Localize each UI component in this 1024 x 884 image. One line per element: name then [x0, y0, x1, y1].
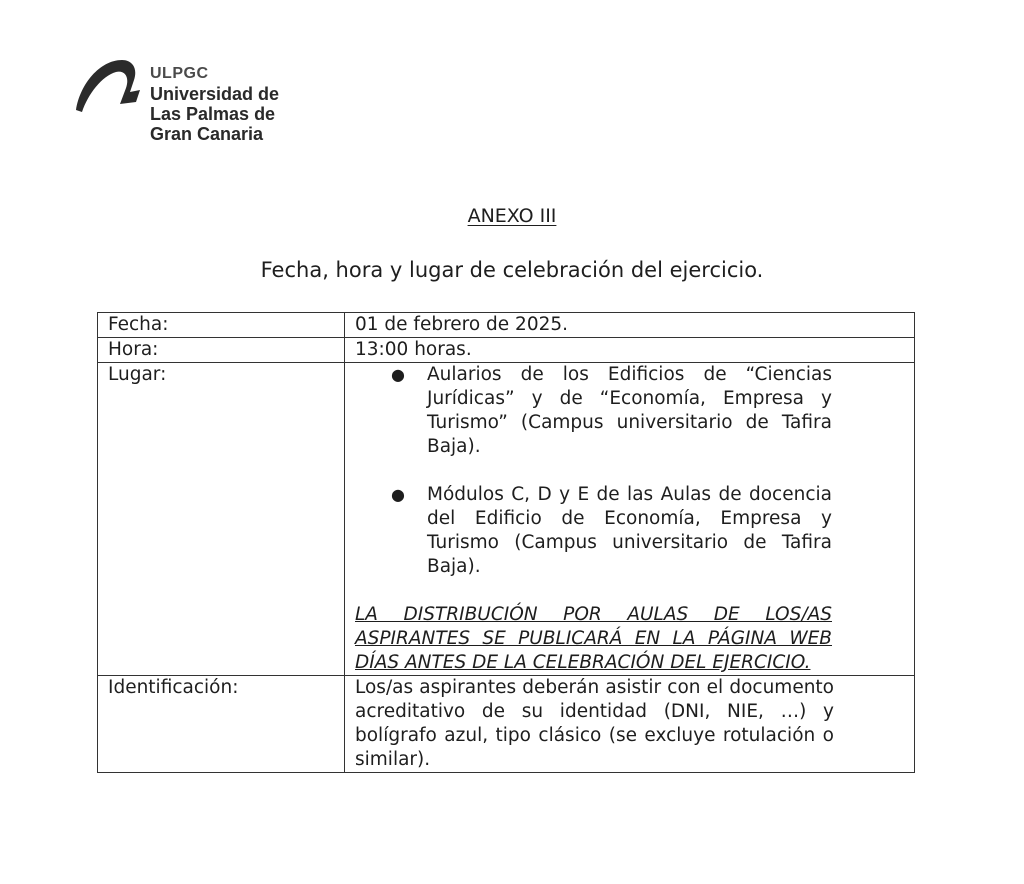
logo-abbreviation: ULPGC: [150, 65, 209, 82]
university-logo: [70, 54, 300, 154]
logo-line-1: Universidad de: [150, 84, 280, 104]
bullet-icon: ●: [391, 485, 405, 504]
table-row-hora: [98, 338, 915, 363]
bullet-icon: ●: [391, 365, 405, 384]
lugar-label: Lugar:: [98, 363, 345, 676]
identificacion-label: Identificación:: [98, 676, 345, 773]
table-row-lugar: [98, 363, 915, 676]
list-item: [385, 483, 832, 579]
annex-title: ANEXO III: [467, 205, 557, 227]
lugar-item-2: Módulos C, D y E de las Aulas de docencia del Edificio de Economía, Empresa y Turismo (Campus universitario de Tafira Baja).: [427, 484, 832, 577]
logo-line-2: Las Palmas de: [150, 104, 276, 124]
table-row-fecha: [98, 313, 915, 338]
logo-text: [150, 64, 279, 144]
exam-info-table: [97, 312, 915, 773]
lugar-item-1: Aularios de los Edificios de “Ciencias Jurídicas” y de “Economía, Empresa y Turismo” (Campus universitario de Tafira Baja).: [427, 364, 832, 457]
ulpgc-logo-icon: [70, 54, 142, 114]
lugar-value: [345, 363, 915, 676]
logo-line-3: Gran Canaria: [150, 124, 264, 144]
fecha-label: Fecha:: [98, 313, 345, 338]
table-row-identificacion: [98, 676, 915, 773]
document-subtitle: Fecha, hora y lugar de celebración del ejercicio.: [260, 258, 764, 282]
identificacion-value: [345, 676, 915, 773]
distribution-note: LA DISTRIBUCIÓN POR AULAS DE LOS/AS ASPIRANTES SE PUBLICARÁ EN LA PÁGINA WEB DÍAS ANTES DE LA CELEBRACIÓN DEL EJERCICIO.: [355, 604, 832, 673]
fecha-value: 01 de febrero de 2025.: [345, 313, 915, 338]
identificacion-text: Los/as aspirantes deberán asistir con el documento acreditativo de su identidad (DNI, NIE, …) y bolígrafo azul, tipo clásico (se excluye rotulación o similar).: [355, 677, 834, 770]
lugar-list: [355, 363, 906, 579]
hora-value: 13:00 horas.: [345, 338, 915, 363]
hora-label: Hora:: [98, 338, 345, 363]
list-item: [385, 363, 832, 459]
